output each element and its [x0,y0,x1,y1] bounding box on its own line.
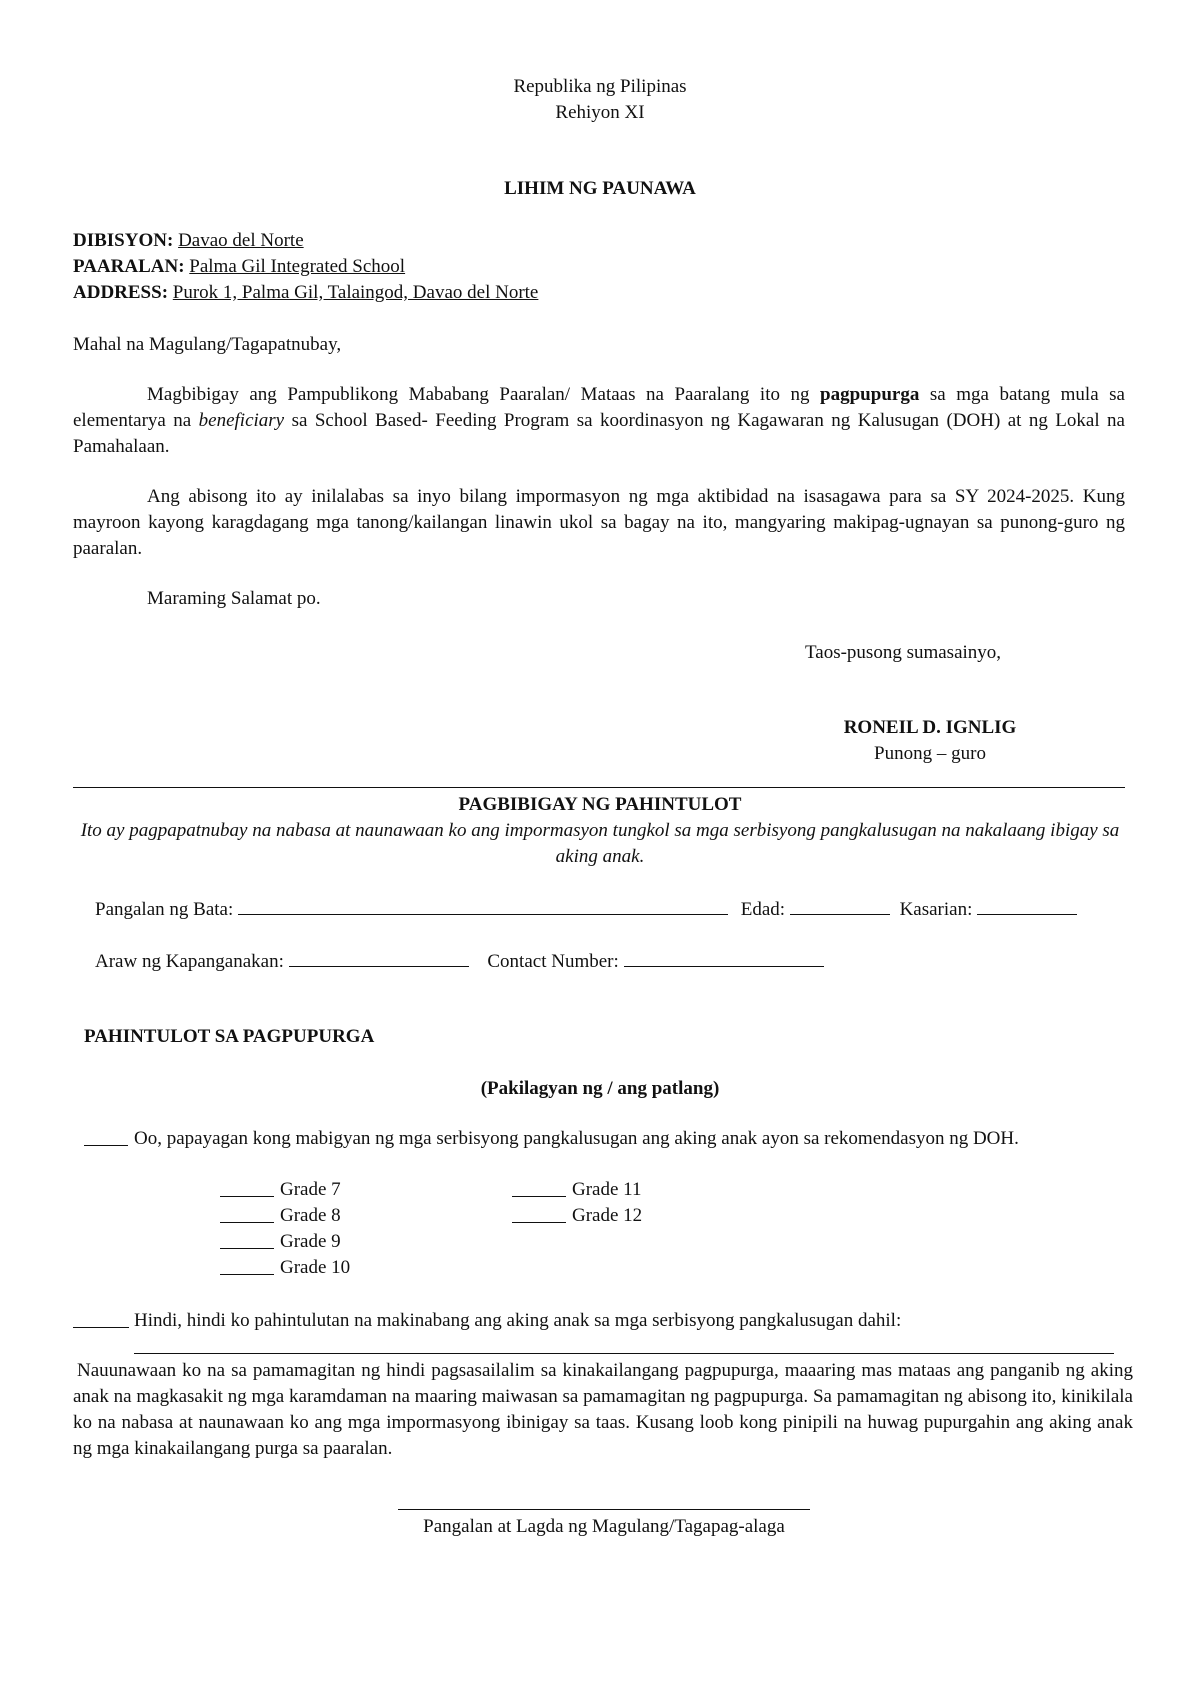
division-value: Davao del Norte [178,230,304,251]
p1-text-a: Magbibigay ang Pampublikong Mababang Paaralan/ Mataas na Paaralang ito ng [147,384,821,405]
contact-field[interactable] [624,947,824,967]
school-label: PAARALAN: [73,256,185,277]
no-option-checkbox[interactable] [73,1308,129,1328]
p1-text-b: sa mga batang mula sa elementarya na [73,384,1125,431]
grade-8-label: Grade 8 [280,1205,341,1226]
grade-7-label: Grade 7 [280,1179,341,1200]
no-option-label: Hindi, hindi ko pahintulutan na makinabang ang aking anak sa mga serbisyong pangkalusugan dahil: [134,1310,902,1331]
deworming-instruction: (Pakilagyan ng / ang patlang) [480,1078,720,1099]
birth-contact-row [95,947,824,975]
reason-field[interactable] [134,1353,1114,1354]
sex-field[interactable] [977,895,1077,915]
letter-paragraph-1 [73,382,1125,460]
school-value: Palma Gil Integrated School [189,256,406,277]
grade-8-checkbox[interactable] [220,1203,274,1223]
grade-10-label: Grade 10 [280,1257,351,1278]
contact-label: Contact Number: [487,951,619,972]
school-row [73,254,405,280]
grade-9-checkbox[interactable] [220,1229,274,1249]
grade-10-checkbox[interactable] [220,1255,274,1275]
age-field[interactable] [790,895,890,915]
birthday-label: Araw ng Kapanganakan: [95,951,284,972]
grade-9-label: Grade 9 [280,1231,341,1252]
birthday-field[interactable] [289,947,469,967]
child-name-field[interactable] [238,895,728,915]
consent-title: PAGBIBIGAY NG PAHINTULOT [458,794,742,815]
p1-italic-term: beneficiary [198,410,285,431]
waiver-paragraph: Nauunawaan ko na sa pamamagitan ng hindi pagsasailalim sa kinakailangang pagpupurga, maaaring mas mataas ang panganib ng aking anak na magkasakit ng mga karamdaman na maaring maiwasan sa pamamagitan ng pagpupurga. Sa pamamagitan ng abisong ito, kinikilala ko na nabasa at naunawaan ko ang mga impormasyong ibinigay sa taas. Kusang loob kong pinipili na huwag pupurgahin ang aking anak ng mga kinakailangang purga sa paaralan. [73,1360,1133,1459]
age-label: Edad: [740,899,786,920]
grade-12-label: Grade 12 [572,1205,643,1226]
address-value: Purok 1, Palma Gil, Talaingod, Davao del Norte [172,282,539,303]
grade-11-label: Grade 11 [572,1179,642,1200]
division-row [73,228,304,254]
document-title: LIHIM NG PAUNAWA [504,178,696,199]
address-row [73,280,538,306]
p1-text-c: sa School Based- Feeding Program sa koordinasyon ng Kagawaran ng Kalusugan (DOH) at ng Lokal na Pamahalaan. [73,410,1125,457]
signatory-name: RONEIL D. IGNLIG [843,717,1017,738]
p1-bold-term: pagpupurga [820,384,920,405]
grade-11-checkbox[interactable] [512,1177,566,1197]
region-line: Rehiyon XI [555,102,645,123]
yes-option-checkbox[interactable] [84,1126,128,1146]
deworming-title: PAHINTULOT SA PAGPUPURGA [84,1026,375,1047]
child-info-row [95,895,1077,923]
division-label: DIBISYON: [73,230,174,251]
signature-label: Pangalan at Lagda ng Magulang/Tagapag-alaga [423,1516,785,1537]
child-name-label: Pangalan ng Bata: [95,899,234,920]
republic-line: Republika ng Pilipinas [513,76,687,97]
salutation: Mahal na Magulang/Tagapatnubay, [73,334,342,355]
signature-line[interactable] [398,1509,810,1510]
thanks-line: Maraming Salamat po. [147,588,321,609]
section-divider [73,787,1125,788]
address-label: ADDRESS: [73,282,169,303]
sex-label: Kasarian: [899,899,973,920]
letter-paragraph-2: Ang abisong ito ay inilalabas sa inyo bilang impormasyon ng mga aktibidad na isasagawa para sa SY 2024-2025. Kung mayroon kayong karagdagang mga tanong/kailangan linawin ukol sa bagay na ito, mangyaring makipag-ugnayan sa punong-guro ng paaralan. [73,486,1125,559]
yes-option-label: Oo, papayagan kong mabigyan ng mga serbisyong pangkalusugan ang aking anak ayon sa rekomendasyon ng DOH. [134,1128,1019,1149]
grade-12-checkbox[interactable] [512,1203,566,1223]
consent-subtitle: Ito ay pagpapatnubay na nabasa at naunawaan ko ang impormasyon tungkol sa mga serbisyong pangkalusugan na nakalaang ibigay sa aking anak. [80,820,1120,867]
signatory-title: Punong – guro [874,743,986,764]
grade-7-checkbox[interactable] [220,1177,274,1197]
closing-line: Taos-pusong sumasainyo, [805,642,1002,663]
